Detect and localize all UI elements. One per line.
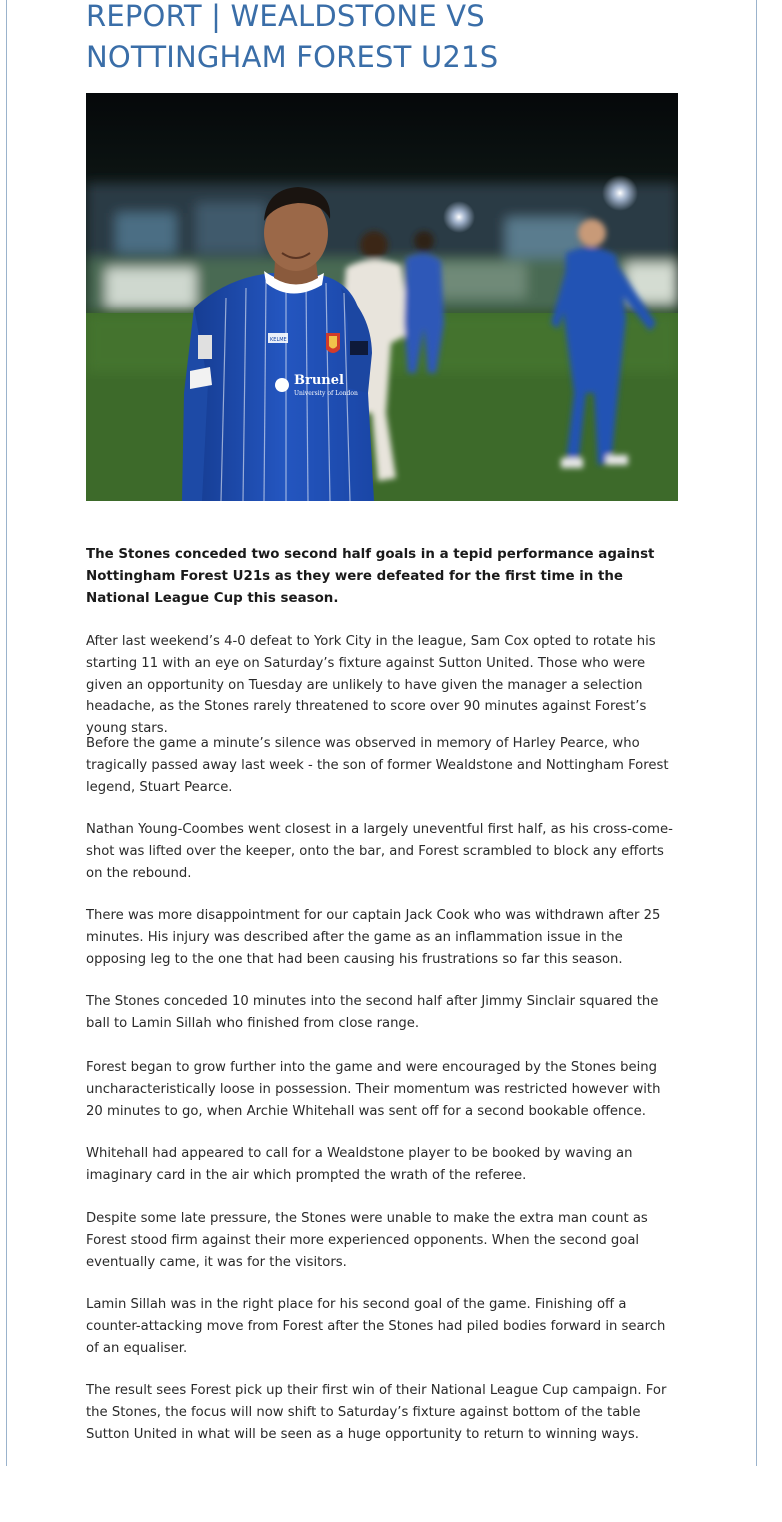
shirt-sponsor-subtext: University of London [294, 390, 358, 397]
article-paragraph: The Stones conceded 10 minutes into the second half after Jimmy Sinclair squared the ball to Lamin Sillah who finished from close range. [86, 994, 659, 1031]
floodlight [602, 175, 638, 211]
kit-brand-text: KELME [270, 337, 287, 343]
shirt-sponsor-text: Brunel [294, 373, 344, 388]
article-paragraph: Whitehall had appeared to call for a Wealdstone player to be booked by waving an imaginary card in the air which prompted the wrath of the referee. [86, 1146, 633, 1183]
article-paragraph: Forest began to grow further into the game and were encouraged by the Stones being uncharacteristically loose in possession. Their momentum was restricted however with 20 minutes to go, when Archie Whitehall was sent off for a second bookable offence. [86, 1060, 661, 1119]
article-lead: The Stones conceded two second half goals in a tepid performance against Nottingham Forest U21s as they were defeated for the first time in the National League Cup this season. [86, 547, 655, 606]
article-paragraph: Before the game a minute’s silence was observed in memory of Harley Pearce, who tragically passed away last week - the son of former Wealdstone and Nottingham Forest legend, Stuart Pearce. [86, 736, 669, 795]
article-paragraph: After last weekend’s 4-0 defeat to York City in the league, Sam Cox opted to rotate his starting 11 with an eye on Saturday’s fixture against Sutton United. Those who were given an opportunity on Tuesday are unlikely to have given the manager a selection headache, as the Stones rarely threatened to score over 90 minutes against Forest’s young stars. [86, 634, 656, 737]
article-paragraph: Nathan Young-Coombes went closest in a largely uneventful first half, as his cross-come-shot was lifted over the keeper, onto the bar, and Forest scrambled to block any efforts on the rebound. [86, 822, 673, 881]
article-paragraph: Despite some late pressure, the Stones were unable to make the extra man count as Forest stood firm against their more experienced opponents. When the second goal eventually came, it was for the visitors. [86, 1211, 648, 1270]
hero-photo [86, 93, 678, 501]
article-paragraph: The result sees Forest pick up their first win of their National League Cup campaign. For the Stones, the focus will now shift to Saturday’s fixture against bottom of the table Sutton United in what will be seen as a huge opportunity to return to winning ways. [86, 1383, 667, 1442]
article-paragraph: There was more disappointment for our captain Jack Cook who was withdrawn after 25 minutes. His injury was described after the game as an inflammation issue in the opposing leg to the one that had been causing his frustrations so far this season. [86, 908, 661, 967]
article-paragraph: Lamin Sillah was in the right place for his second goal of the game. Finishing off a counter-attacking move from Forest after the Stones had piled bodies forward in search of an equaliser. [86, 1297, 666, 1356]
right-border [756, 0, 757, 1466]
floodlight [443, 201, 475, 233]
article-title: REPORT | WEALDSTONE VS NOTTINGHAM FOREST U21S [86, 0, 499, 74]
hero-image [86, 93, 678, 501]
left-border [6, 0, 7, 1466]
